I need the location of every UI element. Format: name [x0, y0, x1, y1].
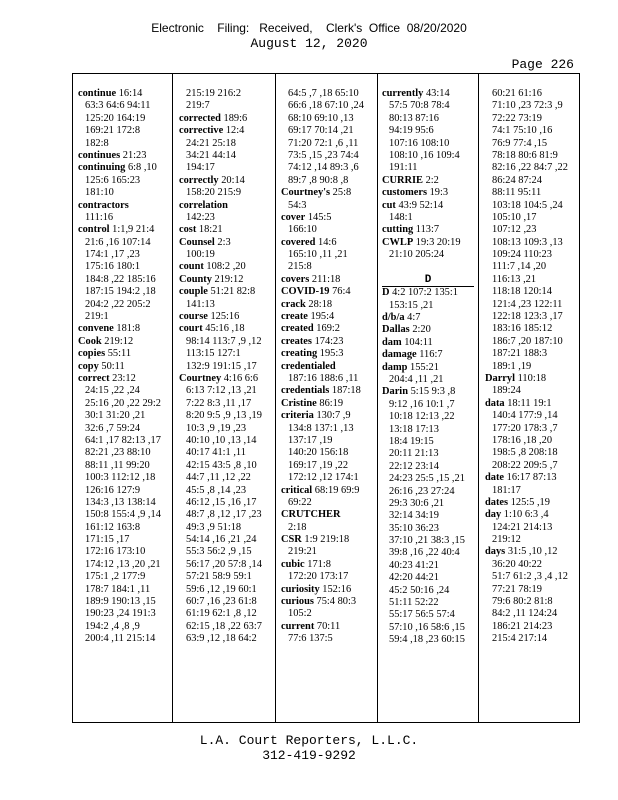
index-continuation: 134:8 137:1 ,13: [288, 422, 354, 434]
index-continuation: 165:10 ,11 ,21: [288, 249, 348, 261]
index-continuation: 56:17 ,20 57:8 ,14: [186, 558, 262, 570]
index-continuation: 107:12 ,23: [492, 224, 537, 236]
index-continuation: 60:7 ,16 ,23 61:8: [186, 596, 257, 608]
index-continuation: 40:10 ,10 ,13 ,14: [186, 434, 257, 446]
index-continuation: 26:16 ,23 27:24: [389, 485, 455, 497]
index-continuation: 166:10: [288, 224, 317, 236]
index-entry: couple 51:21 82:8: [179, 286, 256, 298]
index-entry: CURRIE 2:2: [382, 174, 439, 186]
index-entry: COVID-19 76:4: [281, 286, 351, 298]
index-continuation: 126:16 127:9: [85, 484, 141, 496]
index-column-4: [382, 88, 474, 647]
index-continuation: 111:16: [85, 211, 114, 223]
index-entry: days 31:5 ,10 ,12: [485, 546, 558, 558]
page-number: Page 226: [511, 57, 574, 72]
index-entry: count 108:2 ,20: [179, 261, 246, 273]
index-continuation: 200:4 ,11 215:14: [85, 633, 156, 645]
index-entry: Courtney's 25:8: [281, 187, 352, 199]
index-continuation: 74:12 ,14 89:3 ,6: [288, 162, 359, 174]
index-continuation: 51:11 52:22: [389, 597, 439, 609]
index-continuation: 178:16 ,18 ,20: [492, 434, 553, 446]
index-continuation: 10:18 12:13 ,22: [389, 411, 455, 423]
index-continuation: 103:18 104:5 ,24: [492, 199, 563, 211]
index-continuation: 24:21 25:18: [186, 137, 236, 149]
index-continuation: 204:2 ,22 205:2: [85, 298, 151, 310]
index-continuation: 25:16 ,20 ,22 29:2: [85, 397, 161, 409]
index-continuation: 54:14 ,16 ,21 ,24: [186, 534, 257, 546]
index-continuation: 174:12 ,13 ,20 ,21: [85, 558, 161, 570]
index-continuation: 63:9 ,12 ,18 64:2: [186, 633, 257, 645]
index-entry: covered 14:6: [281, 236, 337, 248]
index-continuation: 108:10 ,16 109:4: [389, 149, 460, 161]
index-entry: Counsel 2:3: [179, 236, 231, 248]
index-continuation: 32:14 34:19: [389, 510, 439, 522]
index-column-2: [179, 88, 279, 646]
index-continuation: 21:10 205:24: [389, 249, 445, 261]
index-continuation: 187:15 194:2 ,18: [85, 286, 156, 298]
index-continuation: 89:7 ,8 90:8 ,8: [288, 174, 349, 186]
index-continuation: 219:12: [492, 534, 521, 546]
index-entry: date 16:17 87:13: [485, 472, 557, 484]
index-continuation: 46:12 ,15 ,16 ,17: [186, 496, 257, 508]
index-continuation: 9:12 ,16 10:1 ,7: [389, 398, 455, 410]
index-continuation: 57:5 70:8 78:4: [389, 100, 450, 112]
index-continuation: 189:9 190:13 ,15: [85, 596, 156, 608]
index-continuation: 194:17: [186, 162, 215, 174]
index-continuation: 39:8 ,16 ,22 40:4: [389, 547, 460, 559]
index-entry: court 45:16 ,18: [179, 323, 245, 335]
index-column-5: [485, 88, 585, 646]
index-continuation: 121:4 ,23 122:11: [492, 298, 563, 310]
index-continuation: 71:10 ,23 72:3 ,9: [492, 100, 563, 112]
index-continuation: 198:5 ,8 208:18: [492, 447, 558, 459]
index-continuation: 134:3 ,13 138:14: [85, 496, 156, 508]
index-entry: copy 50:11: [78, 360, 125, 372]
index-continuation: 71:20 72:1 ,6 ,11: [288, 137, 359, 149]
index-continuation: 148:1: [389, 211, 413, 223]
index-continuation: 169:17 ,19 ,22: [288, 459, 349, 471]
index-continuation: 2:18: [288, 521, 307, 533]
index-continuation: 191:11: [389, 162, 418, 174]
index-continuation: 109:24 110:23: [492, 249, 552, 261]
index-continuation: 219:1: [85, 311, 109, 323]
index-entry: continuing 6:8 ,10: [78, 162, 157, 174]
index-continuation: 34:21 44:14: [186, 149, 236, 161]
index-continuation: 178:7 184:1 ,11: [85, 583, 151, 595]
index-entry: dam 104:11: [382, 336, 433, 348]
index-continuation: 118:18 120:14: [492, 286, 552, 298]
index-continuation: 20:11 21:13: [389, 448, 439, 460]
index-continuation: 62:15 ,18 ,22 63:7: [186, 620, 262, 632]
index-continuation: 187:21 188:3: [492, 348, 548, 360]
index-continuation: 57:21 58:9 59:1: [186, 571, 252, 583]
index-entry: curious 75:4 80:3: [281, 596, 357, 608]
index-entry: correctly 20:14: [179, 174, 245, 186]
index-continuation: 6:13 7:12 ,13 ,21: [186, 385, 257, 397]
index-continuation: 189:1 ,19: [492, 360, 532, 372]
index-continuation: 190:23 ,24 191:3: [85, 608, 156, 620]
index-entry: credentials 187:18: [281, 385, 361, 397]
index-continuation: 40:23 41:21: [389, 559, 439, 571]
index-continuation: 57:10 ,16 58:6 ,15: [389, 621, 465, 633]
index-continuation: 37:10 ,21 38:3 ,15: [389, 535, 465, 547]
index-continuation: 140:20 156:18: [288, 447, 349, 459]
index-entry: cubic 171:8: [281, 558, 331, 570]
index-continuation: 189:24: [492, 385, 521, 397]
index-continuation: 82:16 ,22 84:7 ,22: [492, 162, 568, 174]
index-entry: corrective 12:4: [179, 125, 245, 137]
footer-company: L.A. Court Reporters, L.L.C.: [199, 733, 419, 748]
index-entry: created 169:2: [281, 323, 340, 335]
index-continuation: 186:21 214:23: [492, 620, 553, 632]
index-continuation: 122:18 123:3 ,17: [492, 311, 563, 323]
index-entry: cost 18:21: [179, 224, 223, 236]
index-entry: contractors: [78, 199, 129, 211]
index-continuation: 137:17 ,19: [288, 434, 333, 446]
index-entry: customers 19:3: [382, 187, 449, 199]
index-entry: credentialed: [281, 360, 336, 372]
index-entry: Courtney 4:16 6:6: [179, 372, 259, 384]
index-continuation: 183:16 185:12: [492, 323, 553, 335]
index-continuation: 69:22: [288, 496, 312, 508]
index-continuation: 208:22 209:5 ,7: [492, 459, 558, 471]
index-continuation: 116:13 ,21: [492, 273, 537, 285]
index-continuation: 125:20 164:19: [85, 112, 146, 124]
index-continuation: 45:5 ,8 ,14 ,23: [186, 484, 247, 496]
index-box: [72, 73, 580, 723]
index-entry: creates 174:23: [281, 335, 344, 347]
index-continuation: 35:10 36:23: [389, 522, 439, 534]
index-continuation: 64:1 ,17 82:13 ,17: [85, 434, 161, 446]
section-letter: D: [382, 274, 474, 287]
index-continuation: 181:17: [492, 484, 521, 496]
index-continuation: 98:14 113:7 ,9 ,12: [186, 335, 262, 347]
index-continuation: 36:20 40:22: [492, 558, 542, 570]
index-continuation: 169:21 172:8: [85, 125, 141, 137]
index-continuation: 88:11 95:11: [492, 187, 542, 199]
index-entry: corrected 189:6: [179, 112, 248, 124]
index-continuation: 88:11 ,11 99:20: [85, 459, 150, 471]
index-column-1: [78, 88, 178, 646]
index-entry: data 18:11 19:1: [485, 397, 552, 409]
index-entry: cover 145:5: [281, 211, 332, 223]
index-continuation: 105:10 ,17: [492, 211, 537, 223]
index-continuation: 186:7 ,20 187:10: [492, 335, 563, 347]
index-entry: creating 195:3: [281, 348, 344, 360]
index-continuation: 182:8: [85, 137, 109, 149]
index-entry: d/b/a 4:7: [382, 312, 421, 324]
index-continuation: 82:21 ,23 88:10: [85, 447, 151, 459]
index-continuation: 140:4 177:9 ,14: [492, 410, 558, 422]
index-continuation: 77:21 78:19: [492, 583, 542, 595]
index-continuation: 21:6 ,16 107:14: [85, 236, 151, 248]
index-continuation: 100:3 112:12 ,18: [85, 472, 156, 484]
index-continuation: 18:4 19:15: [389, 435, 434, 447]
index-column-3: [281, 88, 381, 646]
index-entry: CWLP 19:3 20:19: [382, 236, 461, 248]
index-continuation: 79:6 80:2 81:8: [492, 596, 553, 608]
index-entry: Darin 5:15 9:3 ,8: [382, 386, 456, 398]
index-continuation: 29:3 30:6 ,21: [389, 497, 445, 509]
index-entry: correct 23:12: [78, 372, 136, 384]
index-continuation: 215:4 217:14: [492, 633, 548, 645]
filing-date: August 12, 2020: [250, 36, 368, 51]
index-entry: CRUTCHER: [281, 509, 341, 521]
index-continuation: 172:12 ,12 174:1: [288, 472, 359, 484]
index-continuation: 125:6 165:23: [85, 174, 141, 186]
index-continuation: 22:12 23:14: [389, 460, 439, 472]
index-continuation: 172:16 173:10: [85, 546, 146, 558]
index-continuation: 59:6 ,12 ,19 60:1: [186, 583, 257, 595]
index-entry: current 70:11: [281, 620, 341, 632]
index-continuation: 74:1 75:10 ,16: [492, 125, 553, 137]
index-continuation: 32:6 ,7 59:24: [85, 422, 141, 434]
index-continuation: 44:7 ,11 ,12 ,22: [186, 472, 251, 484]
index-entry: continues 21:23: [78, 149, 147, 161]
index-continuation: 171:15 ,17: [85, 534, 130, 546]
index-continuation: 150:8 155:4 ,9 ,14: [85, 509, 161, 521]
index-continuation: 48:7 ,8 ,12 ,17 ,23: [186, 509, 262, 521]
index-continuation: 45:2 50:16 ,24: [389, 584, 450, 596]
filing-stamp: Electronic Filing: Received, Clerk's Office 08/20/2020: [151, 21, 467, 35]
index-continuation: 63:3 64:6 94:11: [85, 100, 151, 112]
index-continuation: 108:13 109:3 ,13: [492, 236, 563, 248]
index-entry: convene 181:8: [78, 323, 141, 335]
index-entry: day 1:10 6:3 ,4: [485, 509, 549, 521]
index-continuation: 30:1 31:20 ,21: [85, 410, 146, 422]
index-continuation: 42:15 43:5 ,8 ,10: [186, 459, 257, 471]
index-entry: Darryl 110:18: [485, 372, 547, 384]
index-continuation: 68:10 69:10 ,13: [288, 112, 354, 124]
index-entry: curiosity 152:16: [281, 583, 352, 595]
index-continuation: 187:16 188:6 ,11: [288, 372, 359, 384]
index-entry: Cook 219:12: [78, 335, 134, 347]
index-continuation: 181:10: [85, 187, 114, 199]
index-entry: Dallas 2:20: [382, 324, 431, 336]
index-continuation: 69:17 70:14 ,21: [288, 125, 354, 137]
index-continuation: 13:18 17:13: [389, 423, 439, 435]
index-continuation: [382, 261, 474, 273]
index-continuation: 8:20 9:5 ,9 ,13 ,19: [186, 410, 262, 422]
index-continuation: 124:21 214:13: [492, 521, 553, 533]
index-entry: create 195:4: [281, 311, 335, 323]
index-continuation: 10:3 ,9 ,19 ,23: [186, 422, 247, 434]
index-continuation: 141:13: [186, 298, 215, 310]
index-continuation: 40:17 41:1 ,11: [186, 447, 246, 459]
index-entry: control 1:1,9 21:4: [78, 224, 155, 236]
index-continuation: 194:2 ,4 ,8 ,9: [85, 620, 140, 632]
index-continuation: 175:1 ,2 177:9: [85, 571, 146, 583]
index-entry: damp 155:21: [382, 361, 439, 373]
index-continuation: 94:19 95:6: [389, 125, 434, 137]
index-entry: correlation: [179, 199, 228, 211]
index-continuation: 184:8 ,22 185:16: [85, 273, 156, 285]
index-continuation: 174:1 ,17 ,23: [85, 249, 140, 261]
index-continuation: 64:5 ,7 ,18 65:10: [288, 88, 359, 99]
index-entry: copies 55:11: [78, 348, 132, 360]
index-continuation: 55:3 56:2 ,9 ,15: [186, 546, 252, 558]
index-continuation: 215:8: [288, 261, 312, 273]
index-continuation: 77:6 137:5: [288, 633, 333, 645]
index-entry: covers 211:18: [281, 273, 341, 285]
index-entry: Cristine 86:19: [281, 397, 344, 409]
index-continuation: 172:20 173:17: [288, 571, 349, 583]
index-entry: critical 68:19 69:9: [281, 484, 360, 496]
index-entry: CSR 1:9 219:18: [281, 534, 350, 546]
index-continuation: 113:15 127:1: [186, 348, 241, 360]
column-divider: [478, 74, 479, 722]
index-continuation: 60:21 61:16: [492, 88, 542, 99]
index-continuation: 153:15 ,21: [389, 299, 434, 311]
index-entry: dates 125:5 ,19: [485, 496, 550, 508]
index-entry: crack 28:18: [281, 298, 333, 310]
index-continuation: 72:22 73:19: [492, 112, 542, 124]
index-continuation: 54:3: [288, 199, 307, 211]
index-continuation: 132:9 191:15 ,17: [186, 360, 257, 372]
index-continuation: 73:5 ,15 ,23 74:4: [288, 149, 359, 161]
index-continuation: 76:9 77:4 ,15: [492, 137, 548, 149]
index-continuation: 84:2 ,11 124:24: [492, 608, 558, 620]
index-continuation: 55:17 56:5 57:4: [389, 609, 455, 621]
index-continuation: 59:4 ,18 ,23 60:15: [389, 634, 465, 646]
index-continuation: 215:19 216:2: [186, 88, 242, 99]
index-continuation: 42:20 44:21: [389, 572, 439, 584]
index-entry: cutting 113:7: [382, 224, 440, 236]
index-continuation: 219:21: [288, 546, 317, 558]
index-continuation: 80:13 87:16: [389, 112, 439, 124]
index-entry: cut 43:9 52:14: [382, 199, 444, 211]
index-continuation: 61:19 62:1 ,8 ,12: [186, 608, 257, 620]
index-continuation: 49:3 ,9 51:18: [186, 521, 242, 533]
index-continuation: 78:18 80:6 81:9: [492, 149, 558, 161]
index-continuation: 175:16 180:1: [85, 261, 141, 273]
index-continuation: 177:20 178:3 ,7: [492, 422, 558, 434]
index-continuation: 66:6 ,18 67:10 ,24: [288, 100, 364, 112]
index-continuation: 158:20 215:9: [186, 187, 242, 199]
index-continuation: 24:15 ,22 ,24: [85, 385, 140, 397]
index-continuation: 161:12 163:8: [85, 521, 141, 533]
index-entry: currently 43:14: [382, 88, 450, 99]
index-continuation: 86:24 87:24: [492, 174, 542, 186]
index-entry: continue 16:14: [78, 88, 143, 99]
index-continuation: 219:7: [186, 100, 210, 112]
index-continuation: 7:22 8:3 ,11 ,17: [186, 397, 252, 409]
index-continuation: 100:19: [186, 249, 215, 261]
index-continuation: 107:16 108:10: [389, 137, 450, 149]
index-continuation: 111:7 ,14 ,20: [492, 261, 547, 273]
index-entry: D 4:2 107:2 135:1: [382, 287, 458, 299]
index-continuation: 105:2: [288, 608, 312, 620]
index-entry: County 219:12: [179, 273, 244, 285]
index-entry: criteria 130:7 ,9: [281, 410, 351, 422]
index-entry: damage 116:7: [382, 349, 443, 361]
index-continuation: 204:4 ,11 ,21: [389, 373, 444, 385]
footer-phone: 312-419-9292: [262, 748, 356, 763]
index-continuation: 24:23 25:5 ,15 ,21: [389, 473, 465, 485]
index-entry: course 125:16: [179, 311, 240, 323]
index-continuation: 51:7 61:2 ,3 ,4 ,12: [492, 571, 568, 583]
index-continuation: 142:23: [186, 211, 215, 223]
